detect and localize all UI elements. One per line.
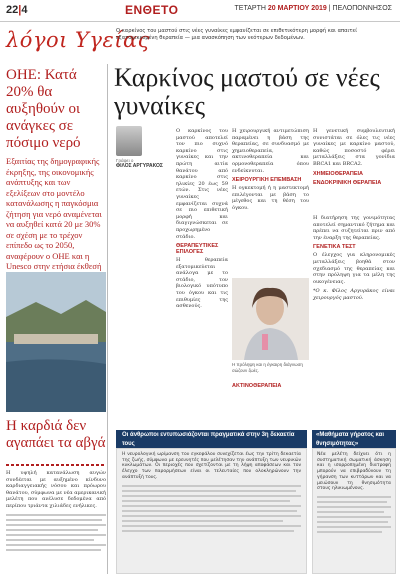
article-column-4 xyxy=(313,215,395,302)
highlight-2-body: Νέα μελέτη δείχνει ότι η συστηματική σωματική άσκηση και η ισορροπημένη διατροφή μπορούν να επιβραδύνουν τη γήρανση των κυττάρων και να μειώσουν τη θνησιμότητα στους ηλικιωμένους. xyxy=(317,452,391,492)
woman-photo xyxy=(232,278,309,360)
dam-photo xyxy=(6,272,106,412)
byline-label: Γράφει ο xyxy=(116,158,134,163)
col2-subhead-2: ΑΚΤΙΝΟΘΕΡΑΠΕΙΑ xyxy=(232,383,282,389)
col4-text: Η διατήρηση της γονιμότητας αποτελεί σημαντικό ζήτημα και πρέπει να συζητείται πριν από την έναρξη της θεραπείας. xyxy=(313,215,395,241)
heart-body: Η υψηλή κατανάλωση αυγών συνδέεται με αυξημένο κίνδυνο καρδιαγγειακής νόσου και πρόωρου θανάτου, σύμφωνα με νέα αμερικανική μελέτη που ανέλυσε δεδομένα από περίπου τριάντα χιλιάδες ενήλικες. xyxy=(6,470,106,509)
column-rule xyxy=(107,64,108,574)
heart-headline: Η καρδιά δεν αγαπάει τα αβγά xyxy=(6,418,106,451)
page-header xyxy=(0,0,400,22)
col1-text-b: Η θεραπεία εξατομικεύεται ανάλογα με το στάδιο, τον βιολογικό υπότυπο του όγκου και τις επιθυμίες της ασθενούς. xyxy=(176,257,228,310)
col2-text: Η χειρουργική αντιμετώπιση παραμένει η βάση της θεραπείας, σε συνδυασμό με χημειοθεραπεία, ακτινοθεραπεία και ορμονοθεραπεία όπου ενδείκνυται. xyxy=(232,128,309,174)
col3-subhead-1: ΧΗΜΕΙΟΘΕΡΑΠΕΙΑ xyxy=(313,170,364,177)
article-column-2 xyxy=(232,128,309,212)
highlight-1-body: Η νευρολογική ωρίμανση του εγκεφάλου συνεχίζεται έως την τρίτη δεκαετία της ζωής, σύμφωνα με ερευνητές που μελέτησαν την ανάπτυξη των νευρικών κυκλωμάτων. Οι περιοχές που σχετίζονται με τη λήψη αποφάσεων και τον έλεγχο των παρορμήσεων είναι οι τελευταίες που ολοκληρώνουν την ανάπτυξή τους. xyxy=(122,452,301,480)
column-2-subhead-2 xyxy=(232,380,309,391)
top-strap: Ο καρκίνος του μαστού στις νέες γυναίκες εμφανίζεται σε επιθετικότερη μορφή και απαιτεί εξατομικευμένη θεραπεία — μια ανασκόπηση των νεότερων δεδομένων. xyxy=(116,28,357,41)
col2-text-b: Η ογκεκτομή ή η μαστεκτομή επιλέγονται με βάση το μέγεθος και τη θέση του όγκου. xyxy=(232,185,309,211)
col4-subhead: ΓΕΝΕΤΙΚΑ ΤΕΣΤ xyxy=(313,244,356,251)
highlight-1-box xyxy=(116,448,307,574)
col3-subhead-2: ΕΝΔΟΚΡΙΝΙΚΗ ΘΕΡΑΠΕΙΑ xyxy=(313,179,382,186)
col1-subhead: ΘΕΡΑΠΕΥΤΙΚΕΣ ΕΠΙΛΟΓΕΣ xyxy=(176,243,219,256)
author-photo xyxy=(116,126,142,156)
issue-date: ΤΕΤΑΡΤΗ 20 ΜΑΡΤΙΟΥ 2019 | ΠΕΛΟΠΟΝΝΗΣΟΣ xyxy=(234,5,392,12)
text-lines xyxy=(317,496,391,533)
author-note: *Ο κ. Φίλος Αργυράκος είναι χειρουργός μαστού. xyxy=(313,288,395,301)
left-lead: Εξαιτίας της δημογραφικής έκρηξης, της οικονομικής ανάπτυξης και των εξελίξεων στο μοντέλο κατανάλωσης η παγκόσμια ζήτηση για νερό αναμένεται να αυξηθεί κατά 20 με 30% σε σχέση με το τρέχον επίπεδο ως το 2050, αναφέρουν ο ΟΗΕ και η Unesco στην ετήσια έκθεσή xyxy=(6,156,102,271)
text-lines xyxy=(122,485,301,532)
byline xyxy=(116,126,176,169)
article-column-1 xyxy=(176,128,228,310)
heart-story xyxy=(6,460,106,572)
article-column-3 xyxy=(313,128,395,188)
page-number: 22|4 xyxy=(6,4,28,16)
left-headline: ΟΗΕ: Κατά 20% θα αυξηθούν οι ανάγκες σε πόσιμο νερό xyxy=(6,67,81,151)
col3-text: Η γενετική συμβουλευτική συνιστάται σε όλες τις νέες γυναίκες με καρκίνο μαστού, καθώς ποσοστό φέρει μεταλλάξεις στα γονίδια BRCA1 και BRCA2. xyxy=(313,128,395,167)
highlight-2-box xyxy=(312,448,396,574)
highlight-1-title: Οι άνθρωποι εντυπωσιάζονται πραγματικά στην 3η δεκαετία τους xyxy=(116,430,307,448)
divider xyxy=(6,464,106,466)
col1-text: Ο καρκίνος του μαστού αποτελεί τον πιο συχνό καρκίνο στις γυναίκες και την πρώτη αιτία θανάτου από καρκίνο στις ηλικίες 20 έως 59 ετών. Στις νέες γυναίκες εμφανίζεται συχνά σε πιο επιθετική μορφή και διαγιγνώσκεται σε προχωρημένο στάδιο. xyxy=(176,128,228,240)
col4-text-b: Ο έλεγχος για κληρονομικές μεταλλάξεις βοηθά στον σχεδιασμό της θεραπείας και στην πρόληψη για τα μέλη της οικογένειας. xyxy=(313,252,395,285)
article-title: Καρκίνος μαστού σε νέες γυναίκες xyxy=(114,63,380,120)
text-lines xyxy=(6,514,106,551)
section-label: ΕΝΘΕΤΟ xyxy=(125,3,179,17)
photo-caption: Η πρόληψη και η έγκαιρη διάγνωση σώζουν ζωές. xyxy=(232,362,303,373)
highlight-2-title: «Μαθήματα γήρατος και θνησιμότητας» xyxy=(312,430,396,448)
byline-name: ΦΙΛΟΣ ΑΡΓΥΡΑΚΟΣ xyxy=(116,163,163,169)
column-logo: λόγοι Υγείας xyxy=(6,28,150,52)
col2-subhead-1: ΧΕΙΡΟΥΡΓΙΚΗ ΕΠΕΜΒΑΣΗ xyxy=(232,177,302,184)
